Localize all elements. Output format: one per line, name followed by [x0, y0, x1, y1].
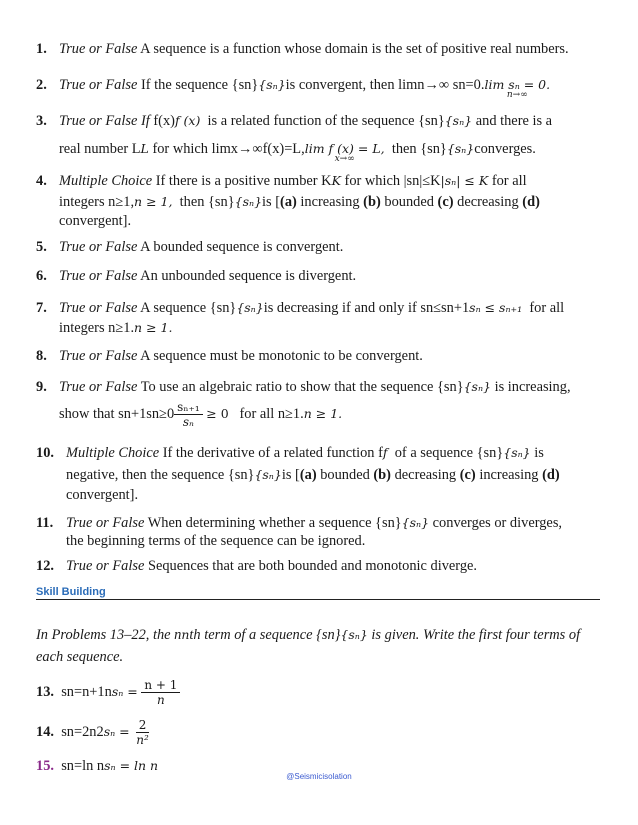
question-9 — [36, 376, 606, 398]
intro-text: In Problems 13–22, the n — [36, 627, 182, 643]
exercise-number: 14. — [36, 723, 54, 740]
question-text: is decreasing if and only if sn≤sn+1 — [263, 300, 470, 316]
question-text: f(x) — [153, 113, 175, 129]
question-text: for all n≥1. — [239, 405, 304, 422]
math-sequence: {sₙ} — [234, 194, 263, 209]
question-2 — [36, 74, 606, 101]
question-text: is convergent, then limn→∞ sn=0. — [285, 77, 485, 93]
math-symbol: L — [140, 141, 149, 156]
limit-subscript: x→∞ — [334, 154, 355, 164]
question-5 — [36, 236, 606, 258]
question-number: 12. — [36, 558, 54, 574]
limit-expression: lim f (x) = L, — [304, 141, 385, 156]
math-sequence: {sₙ} — [401, 515, 430, 530]
question-number: 3. — [36, 113, 47, 129]
math-sequence: {sₙ} — [340, 627, 368, 642]
choice-b-text: bounded — [384, 194, 434, 210]
question-number: 10. — [36, 445, 54, 461]
question-number: 2. — [36, 77, 47, 93]
question-8 — [36, 345, 606, 367]
choice-a-text: bounded — [320, 467, 370, 483]
math-lhs: sₙ = — [111, 683, 138, 699]
question-10 — [36, 442, 606, 464]
question-type: True or False — [66, 515, 145, 531]
question-text: integers n≥1, — [59, 194, 135, 210]
question-type: Multiple Choice — [59, 173, 153, 189]
math-fraction — [133, 718, 152, 747]
question-text: Sequences that are both bounded and monotonic diverge. — [147, 558, 477, 574]
question-number: 7. — [36, 300, 47, 316]
math-symbol: n — [181, 627, 190, 642]
math-sequence: {sₙ} — [463, 379, 491, 394]
math-sequence: {sₙ} — [446, 141, 475, 156]
question-number: 1. — [36, 41, 47, 57]
question-number: 5. — [36, 239, 47, 255]
choice-b-marker: (b) — [373, 467, 391, 483]
exercise-number: 13. — [36, 683, 54, 700]
question-text: of a sequence {sn} — [394, 445, 504, 461]
question-text: If the derivative of a related function f — [162, 445, 383, 461]
question-number: 11. — [36, 515, 54, 531]
question-text: for which |sn|≤K — [344, 173, 441, 189]
question-text: for which limx→∞f(x)=L, — [152, 141, 305, 157]
question-text: If there is a positive number K — [155, 173, 332, 189]
question-number: 8. — [36, 348, 47, 364]
question-text: A sequence {sn} — [140, 300, 237, 316]
exercise-text: sn=ln n — [61, 758, 105, 774]
fraction-denominator: n — [157, 693, 165, 707]
math-expression: sₙ = ln n — [104, 758, 159, 773]
question-text: is a related function of the sequence {sn} — [207, 113, 445, 129]
math-lhs: sₙ = — [103, 723, 130, 739]
limit-subscript: n→∞ — [506, 90, 528, 100]
limit-expression: lim sₙ = 0. — [484, 77, 551, 92]
math-sequence: {sₙ} — [258, 77, 286, 92]
question-12 — [36, 555, 606, 577]
math-sequence: {sₙ} — [503, 445, 531, 460]
question-3-line-2 — [36, 138, 606, 165]
problem-intro — [36, 624, 606, 668]
question-text: integers n≥1. — [59, 320, 135, 336]
math-fraction — [174, 400, 203, 429]
math-sequence: {sₙ} — [254, 467, 282, 482]
math-inequality: ≥ 0 — [206, 405, 229, 421]
question-10-line-2 — [36, 464, 606, 486]
question-7 — [36, 297, 606, 319]
question-text: is [ — [281, 467, 300, 483]
question-text: To use an algebraic ratio to show that the sequence {sn} — [140, 379, 464, 395]
question-text: negative, then the sequence {sn} — [66, 467, 255, 483]
choice-a-text: increasing — [300, 194, 360, 210]
choice-d-marker: (d) — [542, 467, 560, 483]
question-type: True or False — [59, 41, 138, 57]
question-type: True or False — [59, 77, 138, 93]
question-type: True or False — [59, 379, 138, 395]
question-text: When determining whether a sequence {sn} — [147, 515, 402, 531]
question-type: True or False — [59, 239, 138, 255]
question-6 — [36, 265, 606, 287]
question-text: An unbounded sequence is divergent. — [140, 268, 357, 284]
section-heading: Skill Building — [36, 586, 600, 600]
question-text: A sequence must be monotonic to be convergent. — [140, 348, 423, 364]
question-type: True or False — [59, 300, 138, 316]
question-text: convergent]. — [59, 213, 132, 229]
exercise-text: sn=n+1n — [61, 683, 112, 700]
math-limit — [305, 143, 385, 165]
choice-a-marker: (a) — [299, 467, 317, 483]
watermark: @Seismicisolation — [286, 772, 352, 781]
math-sequence: {sₙ} — [236, 300, 264, 315]
question-text: show that sn+1sn≥0 — [59, 405, 175, 422]
question-text: convergent]. — [66, 487, 139, 503]
question-text: then {sn} — [179, 194, 235, 210]
question-text: A bounded sequence is convergent. — [140, 239, 344, 255]
choice-c-marker: (c) — [437, 194, 454, 210]
question-text: and there is a — [475, 113, 553, 129]
choice-c-marker: (c) — [459, 467, 476, 483]
fraction-numerator: sₙ₊₁ — [174, 400, 203, 415]
question-11-line-2 — [36, 530, 606, 552]
question-type: Multiple Choice — [66, 445, 160, 461]
math-limit — [484, 79, 550, 101]
question-text: converges. — [474, 141, 536, 157]
choice-d-marker: (d) — [522, 194, 540, 210]
question-10-line-3 — [36, 484, 606, 506]
question-text: is — [534, 445, 544, 461]
choice-a-marker: (a) — [280, 194, 297, 210]
choice-b-text: decreasing — [394, 467, 457, 483]
question-type: True or False — [66, 558, 145, 574]
choice-c-text: decreasing — [457, 194, 519, 210]
question-text: for all — [491, 173, 527, 189]
question-7-line-2 — [36, 317, 606, 339]
question-9-line-2 — [36, 400, 606, 429]
exercise-13 — [36, 678, 180, 707]
math-symbol: f — [382, 445, 388, 460]
question-text: converges or diverges, — [432, 515, 563, 531]
exercise-14 — [36, 718, 152, 747]
question-text: the beginning terms of the sequence can be ignored. — [66, 533, 366, 549]
fraction-numerator: 2 — [136, 718, 150, 733]
question-type: True or False — [59, 348, 138, 364]
question-text: is increasing, — [494, 379, 571, 395]
question-type: True or False — [59, 268, 138, 284]
question-text: is [ — [262, 194, 281, 210]
math-sequence: {sₙ} — [444, 113, 473, 128]
choice-b-marker: (b) — [363, 194, 381, 210]
fraction-denominator: sₙ — [182, 415, 194, 429]
intro-text: is given. Write the first four terms of each sequence. — [36, 627, 581, 665]
question-number: 4. — [36, 173, 47, 189]
math-fraction — [141, 678, 180, 707]
question-type: True or False If — [59, 113, 150, 129]
math-inequality: |sₙ| ≤ K — [440, 173, 489, 188]
math-inequality: sₙ ≤ sₙ₊₁ — [469, 300, 523, 315]
question-4-line-3 — [36, 210, 606, 232]
question-text: for all — [529, 300, 565, 316]
exercise-text: sn=2n2 — [61, 723, 104, 740]
math-symbol: K — [331, 173, 341, 188]
math-inequality: n ≥ 1. — [134, 320, 173, 335]
math-inequality: n ≥ 1. — [303, 405, 343, 421]
choice-c-text: increasing — [479, 467, 539, 483]
question-number: 9. — [36, 379, 47, 395]
fraction-numerator: n + 1 — [141, 678, 180, 693]
fraction-denominator: n² — [136, 733, 149, 747]
intro-text: th term of a sequence {sn} — [189, 627, 341, 643]
question-text: A sequence is a function whose domain is the set of positive real numbers. — [140, 41, 569, 57]
question-text: real number L — [59, 141, 141, 157]
question-number: 6. — [36, 268, 47, 284]
question-4 — [36, 170, 606, 192]
exercise-number: 15. — [36, 758, 54, 774]
question-text: If the sequence {sn} — [140, 77, 259, 93]
question-3 — [36, 110, 606, 132]
question-1 — [36, 38, 606, 60]
question-text: then {sn} — [391, 141, 447, 157]
math-function: f (x) — [174, 113, 201, 128]
math-inequality: n ≥ 1, — [134, 194, 173, 209]
